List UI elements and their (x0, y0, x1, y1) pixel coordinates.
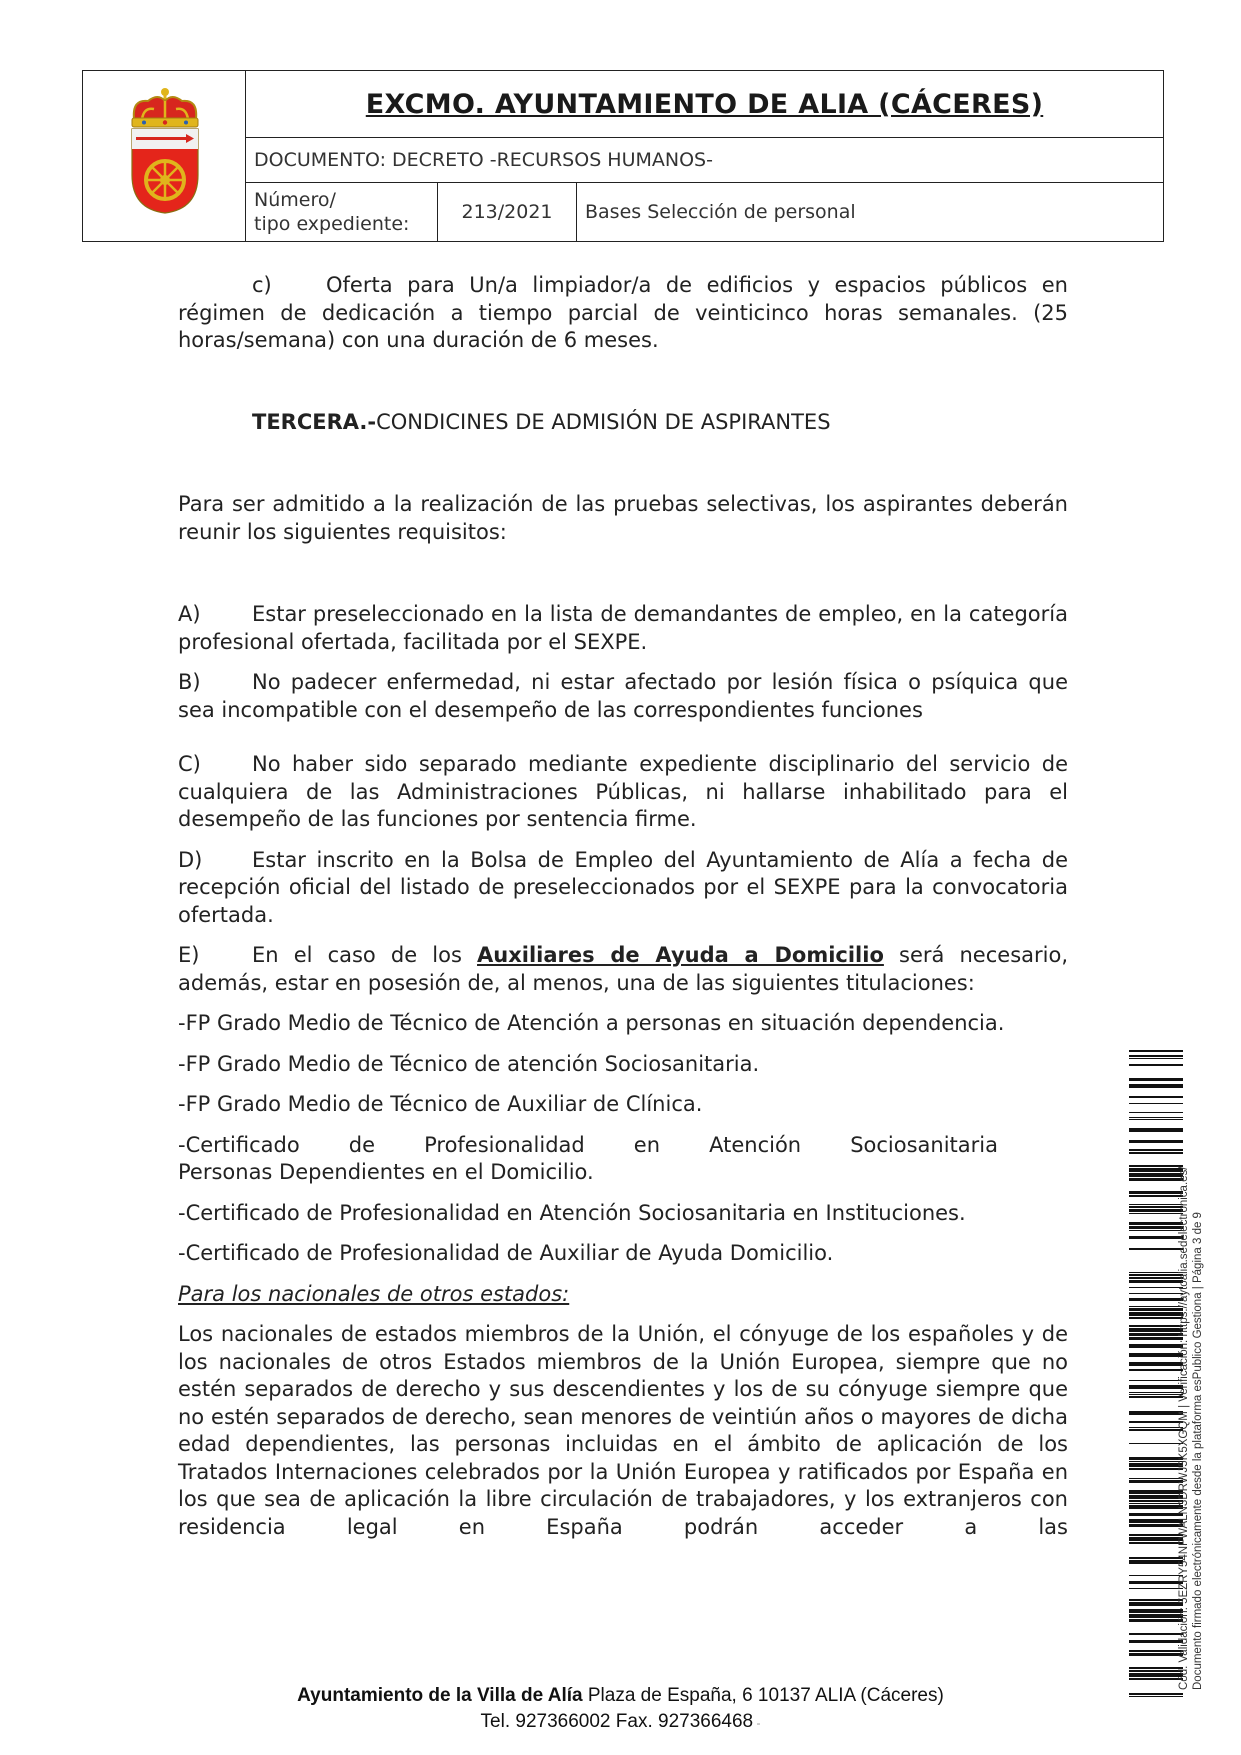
requirement-text-pre: En el caso de los (252, 943, 478, 967)
titulacion-1: -FP Grado Medio de Técnico de Atención a personas en situación dependencia. (178, 1011, 1005, 1035)
document-header (82, 70, 1164, 242)
document-type: DOCUMENTO: DECRETO -RECURSOS HUMANOS- (246, 138, 1163, 183)
requirement-b (178, 669, 1068, 724)
requirement-label: B) (178, 670, 201, 694)
footer-phone: Tel. 927366002 Fax. 927366468 (480, 1711, 754, 1732)
titulacion-4-line1: -Certificado de Profesionalidad en Atención Sociosanitaria (178, 1132, 998, 1157)
document-body (178, 272, 1068, 1541)
item-label: c) (252, 273, 272, 297)
municipal-coat-of-arms-icon (128, 85, 202, 215)
requirement-text: Estar preseleccionado en la lista de demandantes de empleo, en la categoría profesional ofertada, facilitada por el SEXPE. (178, 602, 1068, 654)
requirement-label: C) (178, 752, 201, 776)
expediente-number: 213/2021 (438, 183, 577, 241)
titulacion-3: -FP Grado Medio de Técnico de Auxiliar de Clínica. (178, 1092, 703, 1116)
requirement-a (178, 601, 1068, 656)
header-info (246, 71, 1163, 241)
requirement-d (178, 847, 1068, 930)
expediente-description: Bases Selección de personal (585, 201, 856, 223)
requirement-text: No haber sido separado mediante expediente disciplinario del servicio de cualquiera de las Administraciones Públicas, ni hallarse inhabilitado para el desempeño de las funciones por sentencia firme. (178, 752, 1068, 831)
titulacion-4-line2: Personas Dependientes en el Domicilio. (178, 1160, 594, 1184)
titulacion-6: -Certificado de Profesionalidad de Auxiliar de Ayuda Domicilio. (178, 1241, 834, 1265)
validation-text (1177, 1110, 1205, 1690)
intro-paragraph: Para ser admitido a la realización de las pruebas selectivas, los aspirantes deberán reunir los siguientes requisitos: (178, 492, 1068, 544)
requirement-label: D) (178, 847, 203, 872)
titulacion-5: -Certificado de Profesionalidad en Atención Sociosanitaria en Instituciones. (178, 1200, 966, 1225)
footer-dash: - (753, 1716, 761, 1730)
page-title: EXCMO. AYUNTAMIENTO DE ALIA (CÁCERES) (246, 71, 1163, 138)
section-heading (178, 409, 1068, 437)
footer-address (0, 1683, 1241, 1709)
requirement-label: A) (178, 602, 201, 626)
numero-label-line2: tipo expediente: (254, 213, 410, 235)
footer-contact (0, 1709, 1241, 1736)
expediente-row (246, 183, 1163, 241)
section-heading-bold: TERCERA.- (252, 409, 377, 434)
requirement-c (178, 751, 1068, 834)
page-footer (0, 1683, 1241, 1736)
requirement-e (178, 942, 1068, 997)
validation-line1: Cód. Validación: 5EZRY54NFWALN3DRWJ5K5XGQM | Verificación: https://aytoalia.sedelectronica.es/ (1178, 1166, 1190, 1690)
requirement-text: No padecer enfermedad, ni estar afectado por lesión física o psíquica que sea incompatible con el desempeño de las correspondientes funciones (178, 670, 1068, 722)
nacionales-paragraph: Los nacionales de estados miembros de la Unión, el cónyuge de los españoles y de los nacionales de otros Estados miembros de la Unión Europea, siempre que no estén separados de derecho y sus descendientes y los de su cónyuge siempre que no estén separados de derecho, sean menores de veintiún años o mayores de dicha edad dependientes, las personas incluidas en el ámbito de aplicación de los Tratados Internaciones celebrados por la Unión Europea y ratificados por España en los que sea de aplicación la libre circulación de trabajadores, y los extranjeros con residencia legal en España podrán acceder a las (178, 1322, 1068, 1539)
numero-label (246, 183, 438, 241)
section-heading-text: CONDICINES DE ADMISIÓN DE ASPIRANTES (376, 409, 831, 434)
item-text-rest: régimen de dedicación a tiempo parcial de veinticinco horas semanales. (25 horas/semana) con una duración de 6 meses. (178, 300, 1068, 352)
requirement-text: Estar inscrito en la Bolsa de Empleo del Ayuntamiento de Alía a fecha de recepción oficial del listado de preseleccionados por el SEXPE para la convocatoria ofertada. (178, 847, 1068, 927)
footer-entity: Ayuntamiento de la Villa de Alía (297, 1685, 583, 1706)
paragraph-c-oferta (178, 272, 1068, 355)
numero-label-line1: Número/ (254, 189, 336, 211)
crest-cell (83, 71, 246, 241)
requirement-text-post: será necesario, además, estar en posesión de, al menos, una de las siguientes titulaciones: (178, 943, 1068, 995)
validation-barcode (1129, 1050, 1183, 1700)
requirement-label: E) (178, 943, 200, 967)
footer-address-text: Plaza de España, 6 10137 ALIA (Cáceres) (582, 1685, 944, 1706)
validation-line2: Documento firmado electrónicamente desde la plataforma esPublico Gestiona | Página 3 de 9 (1192, 1212, 1204, 1690)
item-text-first: Oferta para Un/a limpiador/a de edificios y espacios públicos en (326, 273, 1068, 297)
titulacion-2: -FP Grado Medio de Técnico de atención Sociosanitaria. (178, 1051, 760, 1076)
requirement-emphasis: Auxiliares de Ayuda a Domicilio (477, 943, 884, 967)
subsection-heading-text: Para los nacionales de otros estados: (178, 1281, 570, 1306)
subsection-heading (178, 1281, 1068, 1309)
